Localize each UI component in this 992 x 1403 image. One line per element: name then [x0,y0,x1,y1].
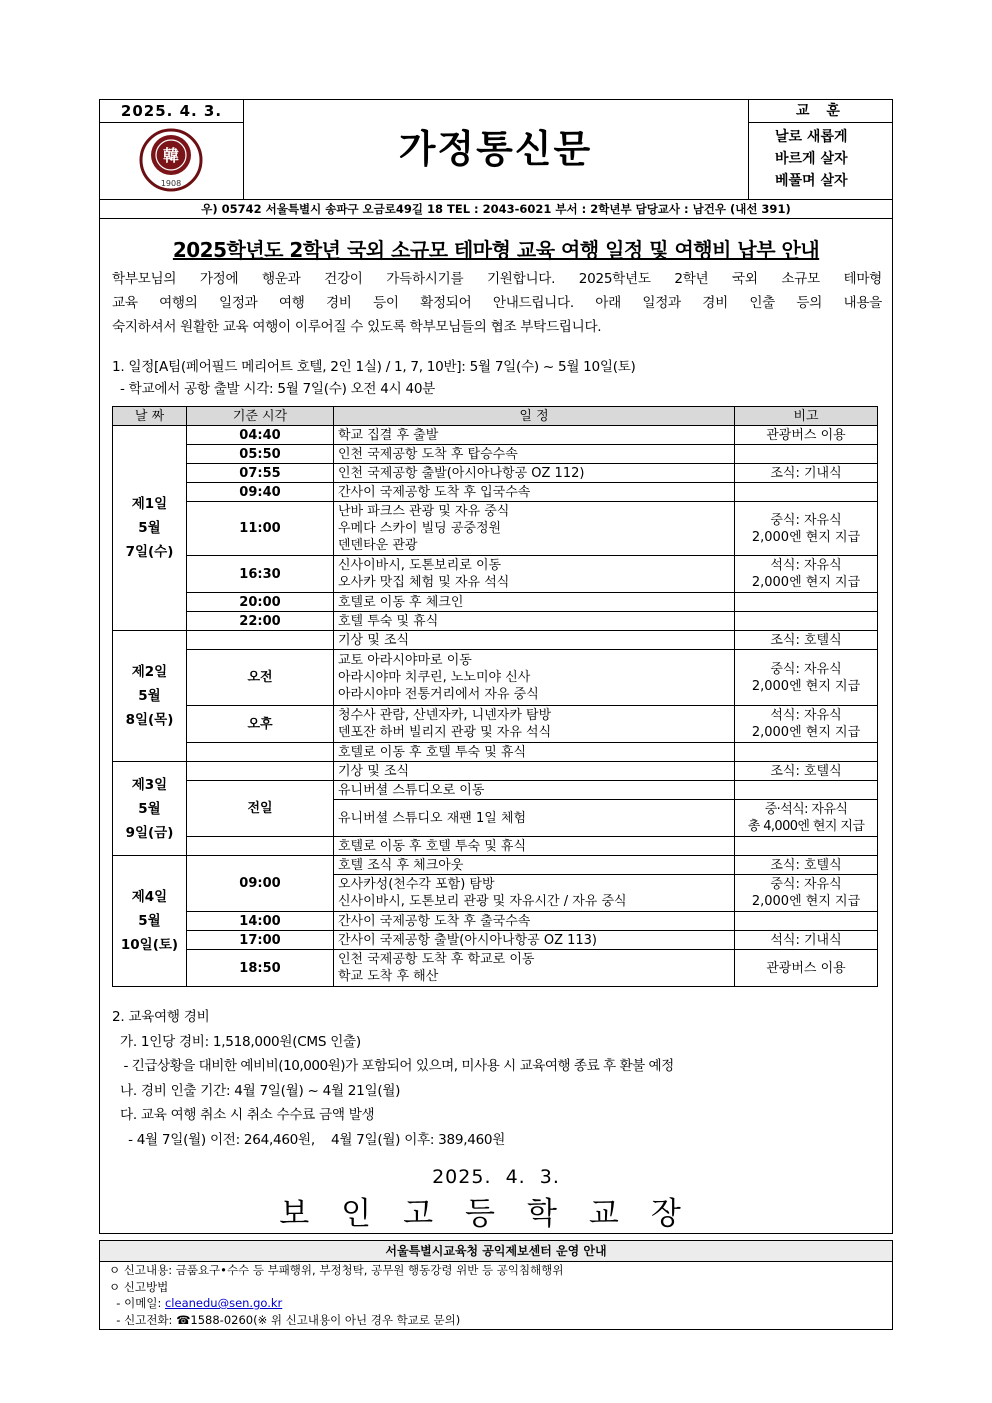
plan-cell [334,612,735,631]
plan-cell [334,426,735,445]
plan-line: 난바 파크스 관광 및 자유 중식 [338,504,510,519]
time-cell [187,631,334,650]
day-label: 10일(토) [120,937,179,953]
plan-line: 학교 도착 후 해산 [338,969,439,984]
plan-line: 오사카성(천수각 포함) 탐방 [338,877,495,892]
note-line: 2,000엔 현지 지급 [751,894,861,909]
plan-line: 호텔로 이동 후 체크인 [338,594,464,610]
intro-line: 학부모님의 가정에 행운과 건강이 가득하시기를 기원합니다. 2025학년도 2학년 국외 소규모 테마형 [112,271,882,287]
notice-line: ㅇ 신고방법 [109,1279,169,1294]
plan-line: 덴덴타운 관광 [338,538,418,553]
day-label: 제2일 [131,664,168,680]
note-cell [735,856,878,875]
intro-line: 교육 여행의 일정과 여행 경비 등이 확정되어 안내드립니다. 아래 일정과 경비 인출 등의 내용을 [112,295,882,311]
table-row [113,631,878,650]
plan-line: 덴포잔 하버 빌리지 관광 및 자유 석식 [338,725,552,740]
signature-date: 2025. 4. 3. [432,1166,560,1188]
time-cell: 20:00 [187,593,334,612]
plan-cell [334,875,735,912]
note-cell [735,837,878,856]
notice-line: - 신고전화: ☎1588-0260(※ 위 신고내용이 아닌 경우 학교로 문의) [109,1312,461,1327]
note-line: 조식: 기내식 [770,465,842,481]
note-line: 석식: 자유식 [770,708,842,723]
departure-time-note: - 학교에서 공항 출발 시각: 5월 7일(수) 오전 4시 40분 [112,381,436,397]
motto-line: 바르게 살자 [775,151,848,167]
plan-line: 기상 및 조식 [338,763,410,779]
plan-line: 청수사 관람, 산넨자카, 니넨자카 탐방 [338,708,552,723]
table-row [113,464,878,483]
table-row [113,837,878,856]
time-cell: 16:30 [187,556,334,593]
plan-line: 호텔로 이동 후 호텔 투숙 및 휴식 [338,744,527,760]
day-label: 제1일 [131,496,168,512]
note-line: 석식: 기내식 [770,932,842,948]
day-label: 5월 [138,520,161,536]
time-cell: 09:40 [187,483,334,502]
note-cell [735,743,878,762]
day-label: 5월 [138,688,161,704]
notice-heading: 서울특별시교육청 공익제보센터 운영 안내 [100,1241,892,1262]
plan-cell [334,762,735,781]
schedule-table [112,406,878,987]
plan-line: 인천 국제공항 도착 후 학교로 이동 [338,952,535,967]
table-row [113,762,878,781]
page-title: 가정통신문 [398,127,593,171]
note-line: 총 4,000엔 현지 지급 [747,819,865,834]
email-label: - 이메일: [109,1296,165,1310]
plan-cell [334,931,735,950]
table-row [113,743,878,762]
note-cell [735,464,878,483]
table-header-cell: 날 짜 [113,407,187,426]
time-cell [187,762,334,781]
time-cell [187,743,334,762]
time-cell: 22:00 [187,612,334,631]
day-label: 9일(금) [125,824,174,841]
table-header-cell: 기준 시각 [187,407,334,426]
day-label: 제3일 [131,776,168,793]
school-logo [100,122,244,199]
time-cell: 07:55 [187,464,334,483]
plan-line: 인천 국제공항 도착 후 탑승수속 [338,446,518,462]
plan-cell [334,912,735,931]
day-label: 5월 [138,800,161,817]
day-label: 5월 [138,913,161,929]
time-cell: 17:00 [187,931,334,950]
plan-line: 간사이 국제공항 도착 후 입국수속 [338,484,531,500]
note-line: 조식: 호텔식 [770,632,842,648]
table-row [113,931,878,950]
table-row [113,426,878,445]
plan-line: 교토 아라시야마로 이동 [338,653,472,668]
schedule-section-heading [112,356,882,400]
time-cell: 05:50 [187,445,334,464]
note-line: 조식: 호텔식 [770,763,842,779]
motto [748,122,892,199]
note-cell [735,875,878,912]
plan-cell [334,950,735,987]
day-label: 7일(수) [125,544,174,560]
plan-line: 아라시야마 전통거리에서 자유 중식 [338,687,539,702]
note-line: 중식: 자유식 [770,661,842,677]
email-link[interactable]: cleanedu@sen.go.kr [164,1296,283,1310]
plan-line: 인천 국제공항 출발(아시아나항공 OZ 112) [338,465,585,481]
plan-line: 오사카 맛집 체험 및 자유 석식 [338,575,510,590]
note-line: 중식: 자유식 [770,512,842,528]
table-row [113,483,878,502]
note-line: 석식: 자유식 [770,558,842,573]
note-line: 중식: 자유식 [770,877,842,892]
table-row [113,650,878,706]
day-label: 8일(목) [125,712,174,728]
plan-cell [334,464,735,483]
header [100,100,892,200]
table-row [113,593,878,612]
note-line: 2,000엔 현지 지급 [751,725,861,740]
motto-line: 베풀며 살자 [775,173,848,189]
school-address: 우) 05742 서울특별시 송파구 오금로49길 18 TEL : 2043-6021 부서 : 2학년부 담당교사 : 남건우 (내선 391) [100,199,892,219]
plan-line: 유니버셜 스튜디오 재팬 1일 체험 [338,810,527,826]
motto-line: 날로 새롭게 [775,129,848,145]
plan-line: 간사이 국제공항 도착 후 출국수속 [338,913,531,929]
plan-cell [334,800,735,837]
whistleblower-notice [99,1240,893,1330]
day-cell [113,426,187,631]
table-header-cell: 비고 [735,407,878,426]
plan-cell [334,837,735,856]
note-line: 2,000엔 현지 지급 [751,678,861,694]
note-line: 2,000엔 현지 지급 [751,529,861,545]
plan-line: 신사이바시, 도톤보리로 이동 [338,558,502,573]
day-cell [113,631,187,762]
note-cell [735,593,878,612]
note-cell [735,931,878,950]
table-row [113,502,878,556]
note-cell [735,781,878,800]
table-row [113,856,878,875]
plan-cell [334,556,735,593]
time-cell: 오후 [187,706,334,743]
table-row [113,556,878,593]
motto-heading: 교 훈 [748,100,893,123]
time-cell [187,837,334,856]
expense-line: - 4월 7일(월) 이전: 264,460원, 4월 7일(월) 이후: 389,460원 [112,1131,506,1148]
note-cell [735,426,878,445]
note-line: 2,000엔 현지 지급 [751,575,861,590]
note-line: 조식: 호텔식 [770,857,842,873]
plan-cell [334,502,735,556]
intro-line: 숙지하셔서 원활한 교육 여행이 이루어질 수 있도록 학부모님들의 협조 부탁드립니다. [112,319,602,335]
plan-line: 호텔 투숙 및 휴식 [338,613,439,629]
logo-year: 1908 [160,179,182,188]
table-row [113,706,878,743]
note-cell [735,950,878,987]
logo-emblem-text: 韓 [162,146,180,165]
newsletter-frame [99,99,893,1234]
expense-line: 가. 1인당 경비: 1,518,000원(CMS 인출) [112,1033,361,1050]
table-row [113,445,878,464]
note-line: 관광버스 이용 [766,960,846,976]
document-title: 2025학년도 2학년 국외 소규모 테마형 교육 여행 일정 및 여행비 납부 안내 [172,238,820,262]
plan-cell [334,743,735,762]
expense-line: 다. 교육 여행 취소 시 취소 수수료 금액 발생 [112,1107,375,1123]
plan-cell [334,631,735,650]
note-line: 관광버스 이용 [766,427,846,443]
plan-cell [334,483,735,502]
note-cell [735,483,878,502]
note-line: 중·석식: 자유식 [764,802,848,817]
note-cell [735,556,878,593]
table-row [113,781,878,800]
day-cell [113,762,187,856]
issue-date: 2025. 4. 3. [100,100,244,123]
notice-email-line [100,1295,892,1312]
plan-cell [334,856,735,875]
signature-principal: 보인고등학교장 [279,1196,713,1232]
time-cell: 11:00 [187,502,334,556]
plan-line: 호텔 조식 후 체크아웃 [338,857,464,873]
plan-cell [334,706,735,743]
time-cell: 14:00 [187,912,334,931]
day-label: 제4일 [131,889,168,905]
plan-cell [334,445,735,464]
time-cell: 04:40 [187,426,334,445]
note-cell [735,762,878,781]
plan-line: 아라시야마 치쿠린, 노노미야 신사 [338,670,531,685]
note-cell [735,502,878,556]
plan-cell [334,781,735,800]
expense-line: - 긴급상황을 대비한 예비비(10,000원)가 포함되어 있으며, 미사용 시 교육여행 종료 후 환불 예정 [112,1058,674,1074]
table-row [113,612,878,631]
time-cell: 09:00 [187,856,334,912]
note-cell [735,650,878,706]
table-row [113,950,878,987]
plan-line: 간사이 국제공항 출발(아시아나항공 OZ 113) [338,932,597,948]
expense-line: 나. 경비 인출 기간: 4월 7일(월) ~ 4월 21일(월) [112,1082,401,1099]
plan-line: 기상 및 조식 [338,632,410,648]
time-cell: 오전 [187,650,334,706]
expense-section [112,1005,892,1152]
plan-line: 유니버셜 스튜디오로 이동 [338,782,485,798]
plan-line: 호텔로 이동 후 호텔 투숙 및 휴식 [338,838,527,854]
note-cell [735,706,878,743]
expense-line: 2. 교육여행 경비 [112,1009,210,1025]
plan-line: 우메다 스카이 빌딩 공중정원 [338,521,502,536]
note-cell [735,912,878,931]
plan-line: 신사이바시, 도톤보리 관광 및 자유시간 / 자유 중식 [338,894,627,909]
note-cell [735,800,878,837]
intro-paragraph [112,267,882,339]
note-cell [735,631,878,650]
note-cell [735,612,878,631]
table-row [113,912,878,931]
note-cell [735,445,878,464]
plan-line: 학교 집결 후 출발 [338,427,439,443]
plan-cell [334,593,735,612]
notice-line: ㅇ 신고내용: 금품요구•수수 등 부패행위, 부정청탁, 공무원 행동강령 위반 등 공익침해행위 [109,1263,564,1277]
schedule-heading: 1. 일정[A팀(페어필드 메리어트 호텔, 2인 1실) / 1, 7, 10반]: 5월 7일(수) ~ 5월 10일(토) [112,359,636,375]
plan-cell [334,650,735,706]
time-cell: 전일 [187,781,334,837]
time-cell: 18:50 [187,950,334,987]
table-header-cell: 일 정 [334,407,735,426]
day-cell [113,856,187,987]
